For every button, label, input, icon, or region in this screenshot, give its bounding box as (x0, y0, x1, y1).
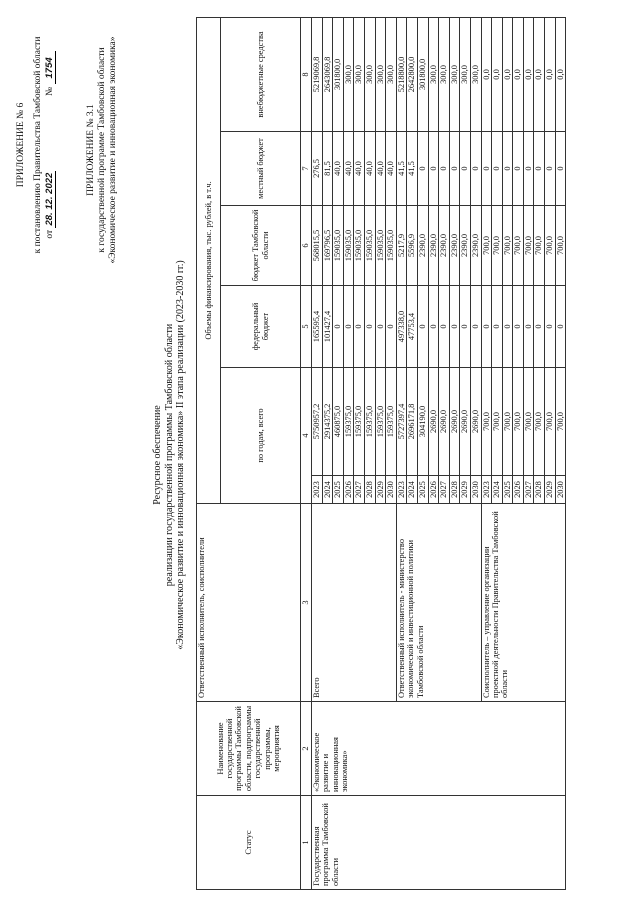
value-local: 0 (502, 132, 513, 206)
value-federal: 165595,4 (312, 286, 323, 368)
value-regional: 568015,5 (312, 206, 323, 286)
value-regional: 2390,0 (439, 206, 450, 286)
value-extra: 0,0 (534, 17, 545, 131)
value-federal: 0 (354, 286, 365, 368)
status-cell: Государственная программа Тамбовской области (312, 796, 566, 890)
year-cell: 2024 (492, 476, 503, 504)
header-by-years: по годам, всего (221, 368, 301, 504)
value-regional: 5217,9 (396, 206, 407, 286)
value-regional: 2390,0 (470, 206, 481, 286)
value-extra: 300,0 (386, 17, 397, 131)
year-cell: 2027 (523, 476, 534, 504)
year-cell: 2023 (396, 476, 407, 504)
value-regional: 700,0 (481, 206, 492, 286)
value-federal: 0 (364, 286, 375, 368)
value-total: 2914375,2 (322, 368, 333, 476)
value-regional: 5596,9 (407, 206, 418, 286)
value-total: 159375,0 (364, 368, 375, 476)
value-total: 159375,0 (354, 368, 365, 476)
value-local: 0 (439, 132, 450, 206)
value-federal: 47753,4 (407, 286, 418, 368)
title-line3: «Экономическое развитие и инновационная экономика» II этапа реализации (2023-2030 гг.) (175, 260, 186, 650)
title-line1: Ресурсное обеспечение (152, 405, 163, 505)
value-local: 276,5 (312, 132, 323, 206)
value-extra: 300,0 (439, 17, 450, 131)
year-cell: 2026 (513, 476, 524, 504)
value-federal: 0 (375, 286, 386, 368)
value-regional: 2390,0 (428, 206, 439, 286)
value-total: 700,0 (555, 368, 566, 476)
year-cell: 2028 (534, 476, 545, 504)
executor-cell: Всего (312, 504, 397, 702)
value-federal: 497338,0 (396, 286, 407, 368)
value-federal: 0 (386, 286, 397, 368)
year-cell: 2023 (312, 476, 323, 504)
value-local: 0 (449, 132, 460, 206)
value-federal: 0 (460, 286, 471, 368)
value-regional: 159035,0 (375, 206, 386, 286)
col-index-4: 4 (301, 368, 312, 504)
value-extra: 0,0 (545, 17, 556, 131)
number-prefix: № (45, 86, 55, 96)
value-local: 40,0 (343, 132, 354, 206)
value-regional: 169796,5 (322, 206, 333, 286)
value-total: 460875,0 (333, 368, 344, 476)
value-federal: 0 (343, 286, 354, 368)
value-local: 40,0 (375, 132, 386, 206)
value-total: 700,0 (545, 368, 556, 476)
value-total: 159375,0 (343, 368, 354, 476)
value-local: 0 (534, 132, 545, 206)
value-federal: 0 (449, 286, 460, 368)
value-total: 700,0 (492, 368, 503, 476)
value-federal: 0 (545, 286, 556, 368)
appendix-header (16, 5, 56, 285)
value-regional: 700,0 (555, 206, 566, 286)
value-local: 0 (555, 132, 566, 206)
value-extra: 2642800,0 (407, 17, 418, 131)
year-cell: 2025 (502, 476, 513, 504)
value-federal: 0 (417, 286, 428, 368)
header-name: Наименование государственной программы Тамбовской области, подпрограммы государственной программы, мероприятия (197, 702, 301, 796)
col-index-6: 6 (301, 206, 312, 286)
value-total: 2690,0 (439, 368, 450, 476)
year-cell: 2030 (555, 476, 566, 504)
table-row (312, 17, 323, 889)
value-local: 40,0 (386, 132, 397, 206)
value-federal: 0 (555, 286, 566, 368)
value-total: 700,0 (481, 368, 492, 476)
year-cell: 2024 (407, 476, 418, 504)
value-regional: 700,0 (502, 206, 513, 286)
value-local: 40,0 (333, 132, 344, 206)
value-local: 40,0 (354, 132, 365, 206)
value-extra: 0,0 (513, 17, 524, 131)
value-total: 700,0 (513, 368, 524, 476)
value-local: 0 (428, 132, 439, 206)
date-value: 28. 12. 2022 (44, 172, 55, 226)
value-local: 0 (545, 132, 556, 206)
value-regional: 700,0 (513, 206, 524, 286)
table-body (312, 17, 566, 889)
col-index-7: 7 (301, 132, 312, 206)
year-cell: 2030 (470, 476, 481, 504)
value-extra: 300,0 (354, 17, 365, 131)
value-total: 159375,0 (386, 368, 397, 476)
annex-title: ПРИЛОЖЕНИЕ № 3.1 (86, 104, 96, 196)
value-local: 0 (460, 132, 471, 206)
value-local: 0 (481, 132, 492, 206)
value-federal: 0 (492, 286, 503, 368)
value-total: 2690,0 (428, 368, 439, 476)
value-extra: 300,0 (428, 17, 439, 131)
year-cell: 2029 (545, 476, 556, 504)
annex-line1: к государственной программе Тамбовской области (97, 47, 107, 253)
value-local: 41,5 (407, 132, 418, 206)
value-regional: 159035,0 (343, 206, 354, 286)
value-extra: 301800,0 (417, 17, 428, 131)
value-local: 0 (492, 132, 503, 206)
value-total: 5750957,2 (312, 368, 323, 476)
number-value: 1754 (44, 51, 56, 84)
value-total: 700,0 (534, 368, 545, 476)
value-regional: 700,0 (545, 206, 556, 286)
value-regional: 2390,0 (460, 206, 471, 286)
col-index-8: 8 (301, 17, 312, 131)
value-federal: 101427,4 (322, 286, 333, 368)
value-extra: 300,0 (343, 17, 354, 131)
appendix-resolution: к постановлению Правительства Тамбовской области (33, 36, 43, 254)
value-total: 5727397,4 (396, 368, 407, 476)
value-local: 0 (417, 132, 428, 206)
value-extra: 0,0 (481, 17, 492, 131)
value-total: 2690,0 (460, 368, 471, 476)
value-federal: 0 (333, 286, 344, 368)
value-extra: 300,0 (470, 17, 481, 131)
value-federal: 0 (502, 286, 513, 368)
value-federal: 0 (428, 286, 439, 368)
value-regional: 700,0 (534, 206, 545, 286)
value-extra: 0,0 (502, 17, 513, 131)
header-federal: федеральный бюджет (221, 286, 301, 368)
year-cell: 2025 (333, 476, 344, 504)
value-extra: 0,0 (555, 17, 566, 131)
resource-table (196, 17, 566, 890)
value-regional: 159035,0 (354, 206, 365, 286)
header-regional: бюджет Тамбовской области (221, 206, 301, 286)
value-extra: 300,0 (375, 17, 386, 131)
appendix-title: ПРИЛОЖЕНИЕ № 6 (16, 102, 26, 188)
program-name-cell: «Экономическое развитие и инновационная экономика» (312, 702, 566, 796)
col-index-1: 1 (301, 796, 312, 890)
year-cell: 2027 (354, 476, 365, 504)
header-executor: Ответственный исполнитель, соисполнители (197, 504, 301, 702)
value-local: 0 (513, 132, 524, 206)
year-cell: 2029 (460, 476, 471, 504)
value-extra: 301800,0 (333, 17, 344, 131)
value-extra: 300,0 (364, 17, 375, 131)
header-status: Статус (197, 796, 301, 890)
year-cell: 2026 (428, 476, 439, 504)
value-federal: 0 (513, 286, 524, 368)
value-extra: 300,0 (449, 17, 460, 131)
value-extra: 5219069,8 (312, 17, 323, 131)
value-regional: 700,0 (492, 206, 503, 286)
value-local: 0 (470, 132, 481, 206)
value-regional: 159035,0 (386, 206, 397, 286)
value-federal: 0 (439, 286, 450, 368)
year-cell: 2029 (375, 476, 386, 504)
value-federal: 0 (523, 286, 534, 368)
value-regional: 159035,0 (333, 206, 344, 286)
appendix-date-line (44, 5, 56, 285)
annex-header (86, 5, 119, 295)
value-local: 40,0 (364, 132, 375, 206)
value-federal: 0 (534, 286, 545, 368)
value-total: 2696171,8 (407, 368, 418, 476)
executor-cell: Ответственный исполнитель - министерство экономической и инвестиционной политики Тамбовской области (396, 504, 481, 702)
value-total: 700,0 (523, 368, 534, 476)
value-regional: 2390,0 (449, 206, 460, 286)
value-local: 0 (523, 132, 534, 206)
value-local: 41,5 (396, 132, 407, 206)
value-federal: 0 (481, 286, 492, 368)
value-total: 2690,0 (470, 368, 481, 476)
value-local: 81,5 (322, 132, 333, 206)
year-cell: 2024 (322, 476, 333, 504)
executor-cell: Соисполнитель – управление организации проектной деятельности Правительства Тамбовской области (481, 504, 566, 702)
title-line2: реализации государственной программы Тамбовской области (163, 323, 175, 587)
header-extra: внебюджетные средства (221, 17, 301, 131)
document-title (152, 155, 187, 755)
year-cell: 2030 (386, 476, 397, 504)
header-local: местный бюджет (221, 132, 301, 206)
year-cell: 2023 (481, 476, 492, 504)
value-extra: 0,0 (492, 17, 503, 131)
value-extra: 0,0 (523, 17, 534, 131)
value-total: 700,0 (502, 368, 513, 476)
value-regional: 700,0 (523, 206, 534, 286)
annex-line2: «Экономическое развитие и инновационная экономика» (108, 36, 118, 264)
col-index-5: 5 (301, 286, 312, 368)
year-cell: 2025 (417, 476, 428, 504)
year-cell: 2028 (449, 476, 460, 504)
col-index-3: 3 (301, 504, 312, 702)
value-total: 2690,0 (449, 368, 460, 476)
date-prefix: от (45, 229, 55, 239)
value-federal: 0 (470, 286, 481, 368)
header-funding: Объемы финансирования, тыс. рублей, в т.ч. (197, 17, 221, 503)
value-regional: 2390,0 (417, 206, 428, 286)
value-extra: 2643069,8 (322, 17, 333, 131)
year-cell: 2026 (343, 476, 354, 504)
year-cell: 2027 (439, 476, 450, 504)
year-cell: 2028 (364, 476, 375, 504)
value-extra: 300,0 (460, 17, 471, 131)
value-regional: 159035,0 (364, 206, 375, 286)
value-total: 159375,0 (375, 368, 386, 476)
value-total: 304190,0 (417, 368, 428, 476)
col-index-2: 2 (301, 702, 312, 796)
value-extra: 5218800,0 (396, 17, 407, 131)
